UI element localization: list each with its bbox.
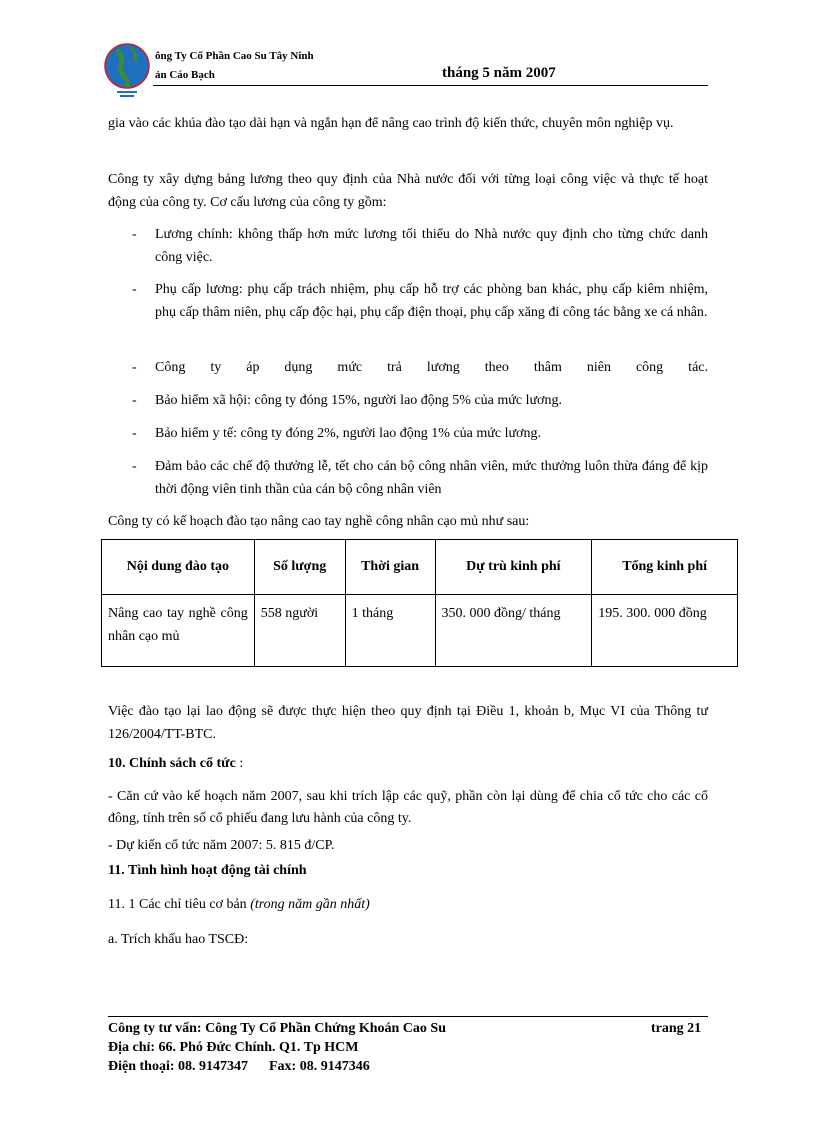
table-cell-total: 195. 300. 000 đồng [592,595,738,667]
header-company: ông Ty Cổ Phần Cao Su Tây Ninh [155,50,314,62]
section-11-1-heading: 11. 1 Các chỉ tiêu cơ bản (trong năm gần nhất) [108,897,370,912]
footer-phone: Điện thoại: 08. 9147347 Fax: 08. 9147346 [108,1059,370,1074]
table-intro: Công ty có kế hoạch đào tạo nâng cao tay nghề công nhân cạo mủ như sau: [108,514,530,529]
list-item: - Phụ cấp lương: phụ cấp trách nhiệm, phụ cấp hỗ trợ các phòng ban khác, phụ cấp kiêm nhiệm, phụ cấp thâm niên, phụ cấp độc hại, phụ cấp điện thoại, phụ cấp xăng đi công tác bằng xe cá nhân. [132,282,708,320]
company-logo [103,42,151,100]
footer-rule [108,1016,708,1017]
table-header-total: Tổng kinh phí [592,540,738,595]
table-cell-content: Nâng cao tay nghề công nhân cạo mủ [102,595,255,667]
table-cell-budget: 350. 000 đồng/ tháng [435,595,592,667]
list-item: - Lương chính: không thấp hơn mức lương tối thiểu do Nhà nước quy định cho từng chức danh công việc. [132,227,708,265]
depreciation-heading: a. Trích khấu hao TSCĐ: [108,932,249,947]
table-row [102,595,738,667]
header-document-title: ản Cáo Bạch [155,69,215,81]
footer-advisor: Công ty tư vấn: Công Ty Cổ Phần Chứng Khoán Cao Su [108,1021,446,1036]
table-cell-duration: 1 tháng [345,595,435,667]
dividend-paragraph-1: - Căn cứ vào kế hoạch năm 2007, sau khi trích lập các quỹ, phần còn lại dùng để chia cổ tức cho các cổ đông, tính trên số cổ phiếu đang lưu hành của công ty. [108,789,708,826]
table-cell-quantity: 558 người [254,595,345,667]
list-item: - Công ty áp dụng mức trả lương theo thâm niên công tác. [132,360,708,375]
table-header-content: Nội dung đào tạo [102,540,255,595]
table-header-quantity: Số lượng [254,540,345,595]
section-11-heading: 11. Tình hình hoạt động tài chính [108,863,307,878]
training-plan-table [101,539,738,667]
paragraph-retraining: Việc đào tạo lại lao động sẽ được thực hiện theo quy định tại Điều 1, khoản b, Mục VI của Thông tư 126/2004/TT-BTC. [108,704,708,742]
list-item: - Đảm bảo các chế độ thưởng lễ, tết cho cán bộ công nhân viên, mức thưởng luôn thừa đáng để kịp thời động viên tinh thần của cán bộ công nhân viên [132,459,708,497]
section-10-heading: 10. Chính sách cổ tức : [108,756,244,771]
list-item: - Bảo hiểm y tế: công ty đóng 2%, người lao động 1% của mức lương. [132,426,541,441]
table-header-budget: Dự trù kinh phí [435,540,592,595]
paragraph-training: gia vào các khúa đào tạo dài hạn và ngắn hạn để nâng cao trình độ kiến thức, chuyên môn nghiệp vụ. [108,116,674,131]
table-header-duration: Thời gian [345,540,435,595]
page-number: trang 21 [651,1021,702,1036]
header-rule [153,85,708,86]
paragraph-salary: Công ty xây dựng bảng lương theo quy định của Nhà nước đối với từng loại công việc và thực tế hoạt động của công ty. Cơ cấu lương của công ty gồm: [108,172,708,210]
dividend-paragraph-2: - Dự kiến cổ tức năm 2007: 5. 815 đ/CP. [108,838,335,853]
footer-address: Địa chỉ: 66. Phó Đức Chính. Q1. Tp HCM [108,1040,359,1055]
list-item: - Bảo hiểm xã hội: công ty đóng 15%, người lao động 5% của mức lương. [132,393,562,408]
header-date: tháng 5 năm 2007 [442,65,556,81]
